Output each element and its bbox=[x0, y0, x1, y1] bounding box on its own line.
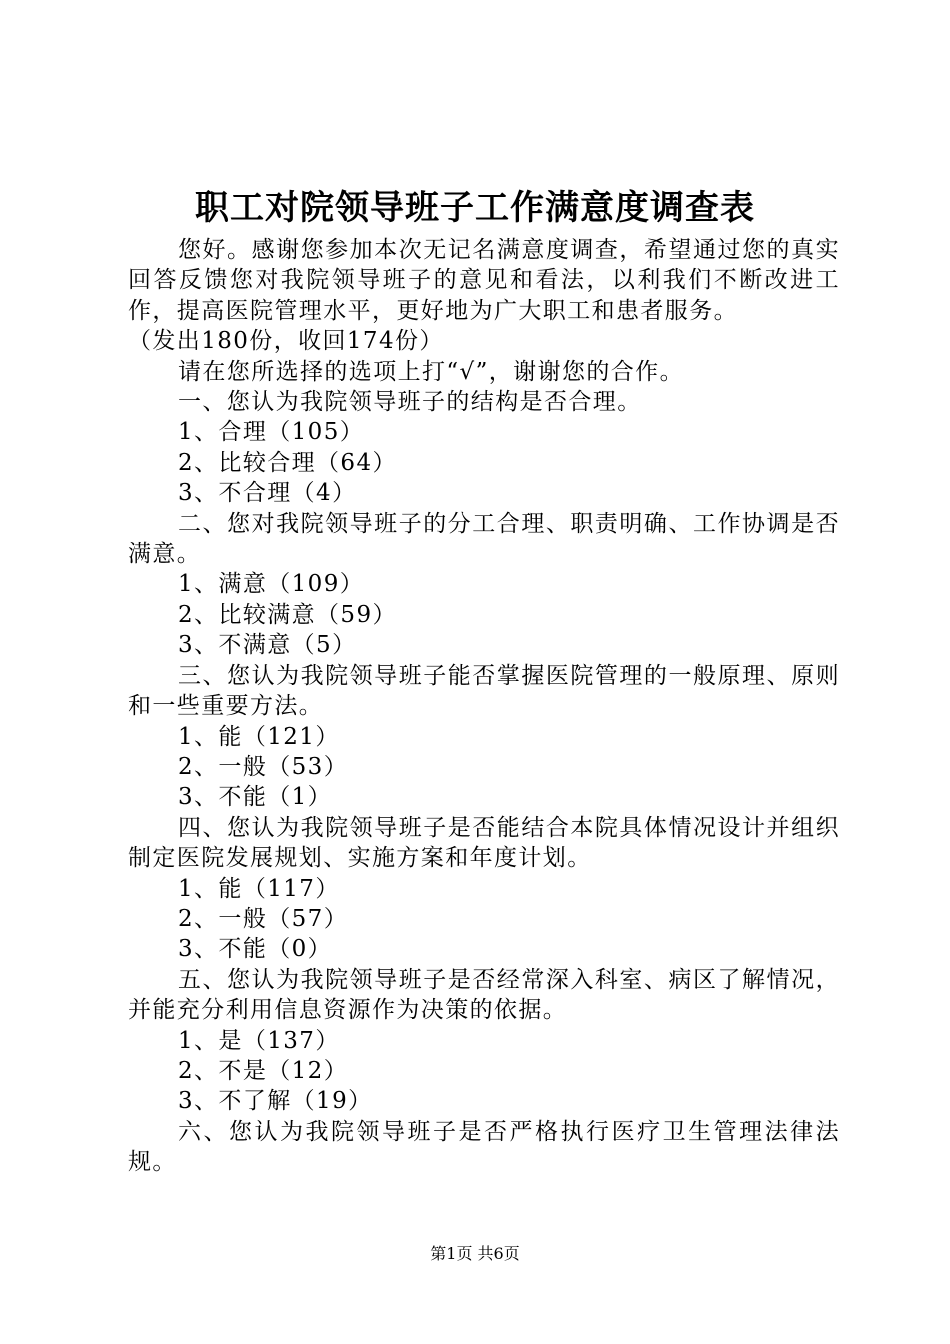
question-3-option-3: 3、不能（1） bbox=[178, 784, 333, 811]
question-3: 三、您认为我院领导班子能否掌握医院管理的一般原理、原则和一些重要方法。 bbox=[128, 662, 840, 720]
question-1-option-1: 1、合理（105） bbox=[178, 419, 365, 446]
distribution-note: （发出180份，收回174份） bbox=[128, 328, 444, 355]
question-3-option-1: 1、能（121） bbox=[178, 723, 340, 750]
question-3-option-2: 2、一般（53） bbox=[178, 753, 349, 780]
question-5: 五、您认为我院领导班子是否经常深入科室、病区了解情况，并能充分利用信息资源作为决策的依据。 bbox=[128, 966, 840, 1024]
intro-paragraph: 您好。感谢您参加本次无记名满意度调查，希望通过您的真实回答反馈您对我院领导班子的意见和看法，以利我们不断改进工作，提高医院管理水平，更好地为广大职工和患者服务。 bbox=[128, 237, 840, 324]
question-1-option-2: 2、比较合理（64） bbox=[178, 449, 397, 476]
question-4: 四、您认为我院领导班子是否能结合本院具体情况设计并组织制定医院发展规划、实施方案和年度计划。 bbox=[128, 814, 840, 872]
instruction-text: 请在您所选择的选项上打“√”，谢谢您的合作。 bbox=[178, 358, 684, 385]
document-body bbox=[128, 235, 840, 1178]
question-2-option-3: 3、不满意（5） bbox=[178, 632, 357, 659]
question-2: 二、您对我院领导班子的分工合理、职责明确、工作协调是否满意。 bbox=[128, 510, 840, 568]
page-indicator: 第1页 共6页 bbox=[430, 1244, 520, 1263]
question-4-option-1: 1、能（117） bbox=[178, 875, 340, 902]
question-1-option-3: 3、不合理（4） bbox=[178, 480, 357, 507]
question-4-option-3: 3、不能（0） bbox=[178, 936, 333, 963]
question-4-option-2: 2、一般（57） bbox=[178, 905, 349, 932]
question-2-option-2: 2、比较满意（59） bbox=[178, 601, 397, 628]
question-6: 六、您认为我院领导班子是否严格执行医疗卫生管理法律法规。 bbox=[128, 1118, 840, 1176]
question-5-option-1: 1、是（137） bbox=[178, 1027, 340, 1054]
question-1: 一、您认为我院领导班子的结构是否合理。 bbox=[178, 389, 642, 416]
document-title: 职工对院领导班子工作满意度调查表 bbox=[195, 188, 755, 228]
question-5-option-3: 3、不了解（19） bbox=[178, 1088, 373, 1115]
question-5-option-2: 2、不是（12） bbox=[178, 1057, 349, 1084]
question-2-option-1: 1、满意（109） bbox=[178, 571, 365, 598]
